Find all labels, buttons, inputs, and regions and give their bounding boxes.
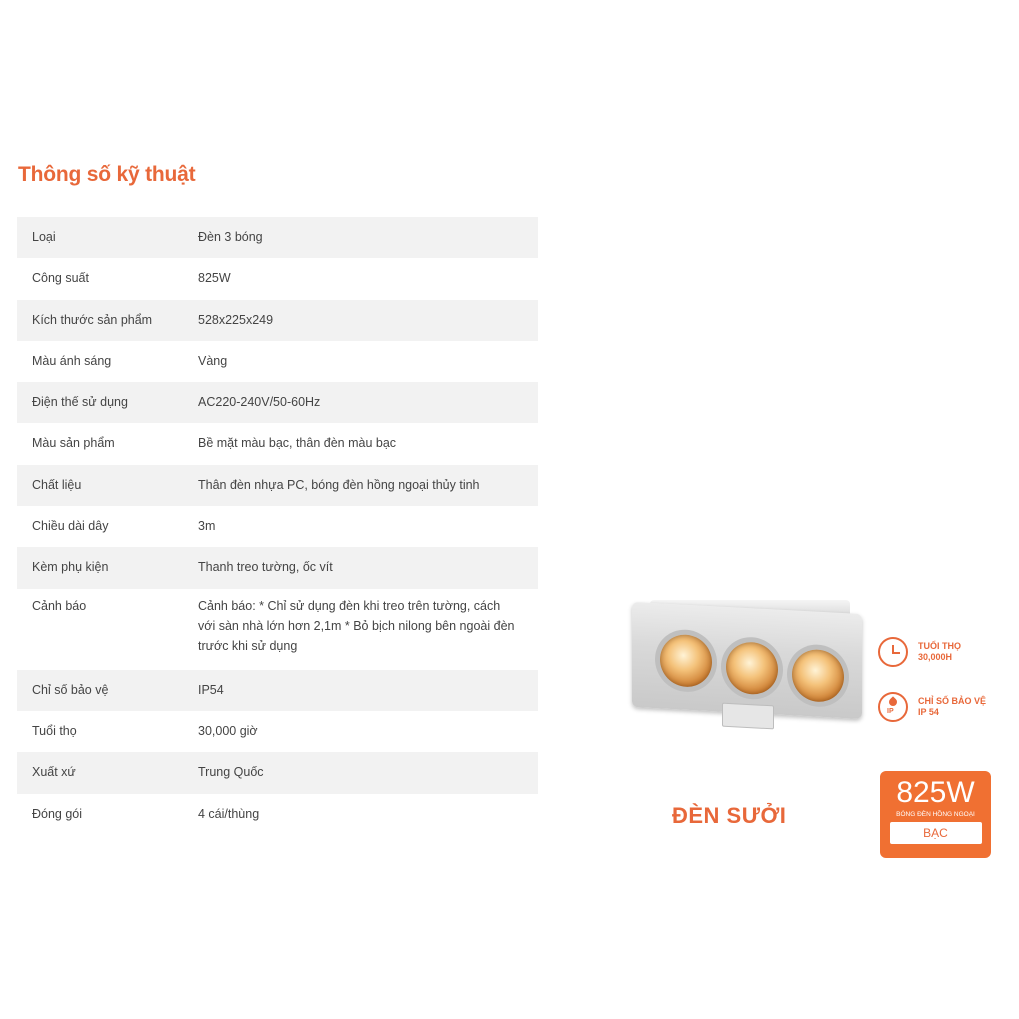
spec-label: Màu ánh sáng [32, 353, 112, 368]
spec-label: Màu sản phẩm [32, 436, 115, 451]
spec-label: Loại [32, 230, 56, 244]
spec-value: Vàng [198, 353, 228, 368]
feature-text [918, 641, 961, 663]
spec-value: 528x225x249 [198, 312, 274, 327]
spec-label: Chiều dài dây [32, 519, 109, 534]
feature-text [918, 696, 986, 718]
spec-row [17, 589, 538, 670]
feature-line1: TUỔI THỌ [918, 641, 961, 651]
spec-value: Thân đèn nhựa PC, bóng đèn hồng ngoại thủy tinh [198, 477, 480, 492]
spec-label: Xuất xứ [32, 765, 76, 780]
clock-icon [878, 637, 908, 667]
bulb-icon [660, 633, 712, 688]
bulb-icon [792, 648, 844, 703]
spec-row [17, 752, 538, 793]
spec-value: Cảnh báo: * Chỉ sử dụng đèn khi treo trên tường, cách với sàn nhà lớn hơn 2,1m * Bỏ bịch nilong bên ngoài đèn trước khi sử dụng [198, 598, 515, 653]
badge-sub: BÓNG ĐÈN HỒNG NGOẠI [896, 811, 975, 818]
feature-line2: IP 54 [918, 707, 939, 717]
spec-row [17, 547, 538, 588]
spec-row [17, 711, 538, 752]
spec-row [17, 465, 538, 506]
feature-line1: CHỈ SỐ BẢO VỆ [918, 696, 987, 706]
spec-row [17, 670, 538, 711]
spec-value: 4 cái/thùng [198, 806, 260, 821]
spec-label: Kích thước sản phẩm [32, 312, 153, 327]
spec-row [17, 258, 538, 299]
spec-row [17, 382, 538, 423]
spec-label: Chất liệu [32, 477, 82, 492]
spec-label: Đóng gói [32, 806, 83, 821]
spec-row [17, 217, 538, 258]
feature-lifetime [878, 637, 961, 667]
spec-value: IP54 [198, 682, 224, 697]
feature-line2: 30,000H [918, 652, 953, 662]
spec-row [17, 794, 538, 835]
badge-watt: 825W [896, 776, 975, 809]
feature-protection [878, 692, 986, 722]
spec-label: Công suất [32, 271, 89, 286]
spec-label: Tuổi thọ [32, 723, 77, 738]
spec-value: AC220-240V/50-60Hz [198, 395, 321, 410]
spec-value: Trung Quốc [198, 765, 264, 780]
page-title: Thông số kỹ thuật [18, 163, 196, 186]
spec-row [17, 341, 538, 382]
spec-value: 30,000 giờ [198, 723, 258, 738]
spec-label: Chỉ số bảo vệ [32, 682, 109, 697]
spec-label: Điện thế sử dụng [32, 395, 128, 410]
spec-value: 3m [198, 519, 216, 534]
power-badge [880, 771, 991, 858]
spec-value: 825W [198, 271, 231, 286]
product-name: ĐÈN SƯỞI [672, 803, 787, 828]
spec-value: Đèn 3 bóng [198, 230, 263, 244]
spec-value: Thanh treo tường, ốc vít [198, 560, 333, 575]
bulb-icon [726, 641, 778, 696]
spec-label: Cảnh báo [32, 598, 87, 613]
switch-panel [722, 703, 774, 730]
spec-table [17, 217, 538, 835]
heater-body [632, 602, 862, 719]
spec-label: Kèm phụ kiện [32, 560, 109, 575]
badge-color: BẠC [890, 822, 982, 844]
spec-row [17, 423, 538, 464]
spec-value: Bề mặt màu bạc, thân đèn màu bạc [198, 436, 397, 451]
spec-row [17, 300, 538, 341]
ip-drop-icon: IP [878, 692, 908, 722]
spec-row [17, 506, 538, 547]
